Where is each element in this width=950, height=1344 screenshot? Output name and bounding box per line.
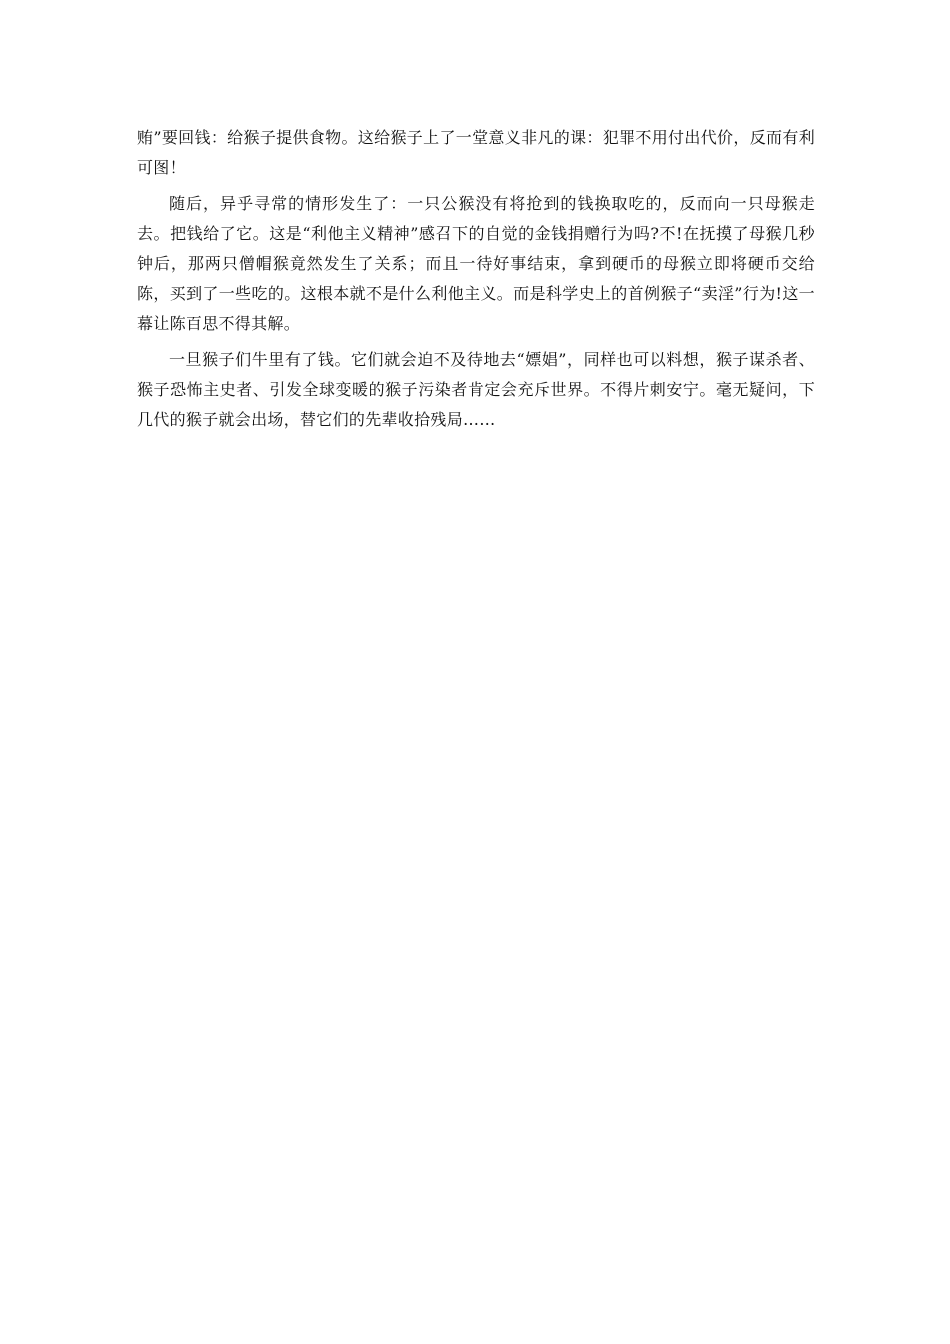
paragraph-2: 随后，异乎寻常的情形发生了：一只公猴没有将抢到的钱换取吃的，反而向一只母猴走去。把钱给了它。这是“利他主义精神”感召下的自觉的金钱捐赠行为吗?不!在抚摸了母猴几秒钟后，那两只僧帽猴竟然发生了关系；而且一待好事结束，拿到硬币的母猴立即将硬币交给陈，买到了一些吃的。这根本就不是什么利他主义。而是科学史上的首例猴子“卖淫”行为!这一幕让陈百思不得其解。 <box>137 194 815 333</box>
paragraph-1: 贿”要回钱：给猴子提供食物。这给猴子上了一堂意义非凡的课：犯罪不用付出代价，反而有利可图！ <box>137 128 815 177</box>
paragraph-3: 一旦猴子们牛里有了钱。它们就会迫不及待地去“嫖娼”，同样也可以料想，猴子谋杀者、猴子恐怖主史者、引发全球变暖的猴子污染者肯定会充斥世界。不得片刺安宁。毫无疑问，下几代的猴子就会出场，替它们的先辈收拾残局…… <box>137 350 815 429</box>
document-body <box>137 123 815 441</box>
